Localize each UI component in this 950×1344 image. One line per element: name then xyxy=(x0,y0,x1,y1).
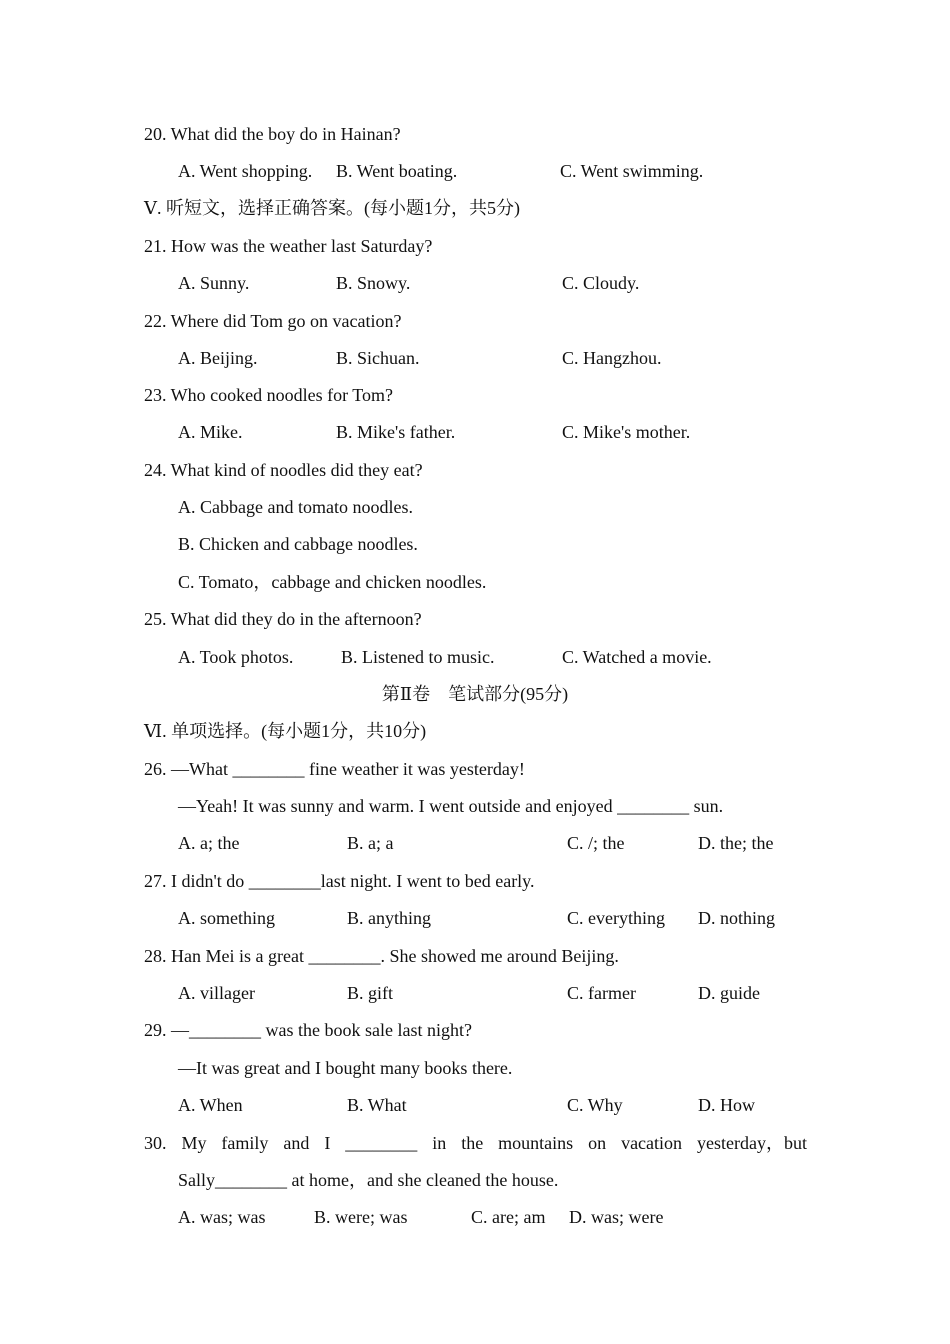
question-24: 24. What kind of noodles did they eat? xyxy=(144,460,423,480)
part-2-heading: 第Ⅱ卷 笔试部分(95分) xyxy=(381,684,569,704)
question-30-word: I xyxy=(324,1133,331,1153)
option-23b: B. Mike's father. xyxy=(336,422,456,442)
option-20a: A. Went shopping. xyxy=(178,161,313,181)
question-30-continuation: Sally________ at home，and she cleaned the house. xyxy=(178,1170,559,1190)
option-26a: A. a; the xyxy=(178,833,240,853)
option-29b: B. What xyxy=(347,1095,407,1115)
question-30-word: yesterday，but xyxy=(697,1133,807,1153)
question-29-reply: —It was great and I bought many books there. xyxy=(178,1058,513,1078)
question-27: 27. I didn't do ________last night. I went to bed early. xyxy=(144,871,535,891)
option-29a: A. When xyxy=(178,1095,243,1115)
option-20c: C. Went swimming. xyxy=(560,161,704,181)
option-30a: A. was; was xyxy=(178,1207,266,1227)
option-28d: D. guide xyxy=(698,983,760,1003)
question-26-reply: —Yeah! It was sunny and warm. I went outside and enjoyed ________ sun. xyxy=(178,796,724,816)
option-23c: C. Mike's mother. xyxy=(562,422,691,442)
section-5-heading: Ⅴ. 听短文，选择正确答案。(每小题1分，共5分) xyxy=(144,198,520,218)
option-22c: C. Hangzhou. xyxy=(562,348,662,368)
option-25c: C. Watched a movie. xyxy=(562,647,712,667)
option-20b: B. Went boating. xyxy=(336,161,458,181)
question-30-word: in xyxy=(432,1133,447,1153)
option-24b: B. Chicken and cabbage noodles. xyxy=(178,534,418,554)
option-26d: D. the; the xyxy=(698,833,774,853)
option-28b: B. gift xyxy=(347,983,394,1003)
question-29: 29. —________ was the book sale last night? xyxy=(144,1020,472,1040)
question-30-word: 30. xyxy=(144,1133,167,1153)
option-28c: C. farmer xyxy=(567,983,636,1003)
question-30-word: on xyxy=(588,1133,607,1153)
option-28a: A. villager xyxy=(178,983,255,1003)
question-22: 22. Where did Tom go on vacation? xyxy=(144,311,402,331)
question-26: 26. —What ________ fine weather it was yesterday! xyxy=(144,759,525,779)
question-25: 25. What did they do in the afternoon? xyxy=(144,609,422,629)
option-29c: C. Why xyxy=(567,1095,623,1115)
question-30-word: family xyxy=(221,1133,269,1153)
option-30b: B. were; was xyxy=(314,1207,408,1227)
question-30 xyxy=(144,1132,807,1154)
option-23a: A. Mike. xyxy=(178,422,243,442)
option-27c: C. everything xyxy=(567,908,665,928)
option-22b: B. Sichuan. xyxy=(336,348,420,368)
question-30-word: the xyxy=(461,1133,484,1153)
option-27d: D. nothing xyxy=(698,908,776,928)
option-25a: A. Took photos. xyxy=(178,647,294,667)
question-30-word: My xyxy=(181,1133,207,1153)
option-26b: B. a; a xyxy=(347,833,394,853)
question-30-word: vacation xyxy=(621,1133,683,1153)
question-30-word: and xyxy=(283,1133,310,1153)
option-25b: B. Listened to music. xyxy=(341,647,495,667)
question-28: 28. Han Mei is a great ________. She showed me around Beijing. xyxy=(144,946,619,966)
option-29d: D. How xyxy=(698,1095,755,1115)
question-23: 23. Who cooked noodles for Tom? xyxy=(144,385,394,405)
option-30c: C. are; am xyxy=(471,1207,546,1227)
option-27a: A. something xyxy=(178,908,275,928)
option-24c: C. Tomato，cabbage and chicken noodles. xyxy=(178,572,487,592)
section-6-heading: Ⅵ. 单项选择。(每小题1分，共10分) xyxy=(144,721,427,741)
option-21b: B. Snowy. xyxy=(336,273,411,293)
question-30-word: ________ xyxy=(345,1133,418,1153)
question-20: 20. What did the boy do in Hainan? xyxy=(144,124,401,144)
question-21: 21. How was the weather last Saturday? xyxy=(144,236,433,256)
question-30-word: mountains xyxy=(498,1133,574,1153)
option-22a: A. Beijing. xyxy=(178,348,258,368)
option-26c: C. /; the xyxy=(567,833,625,853)
option-27b: B. anything xyxy=(347,908,431,928)
option-24a: A. Cabbage and tomato noodles. xyxy=(178,497,413,517)
option-21c: C. Cloudy. xyxy=(562,273,640,293)
option-30d: D. was; were xyxy=(569,1207,664,1227)
option-21a: A. Sunny. xyxy=(178,273,250,293)
